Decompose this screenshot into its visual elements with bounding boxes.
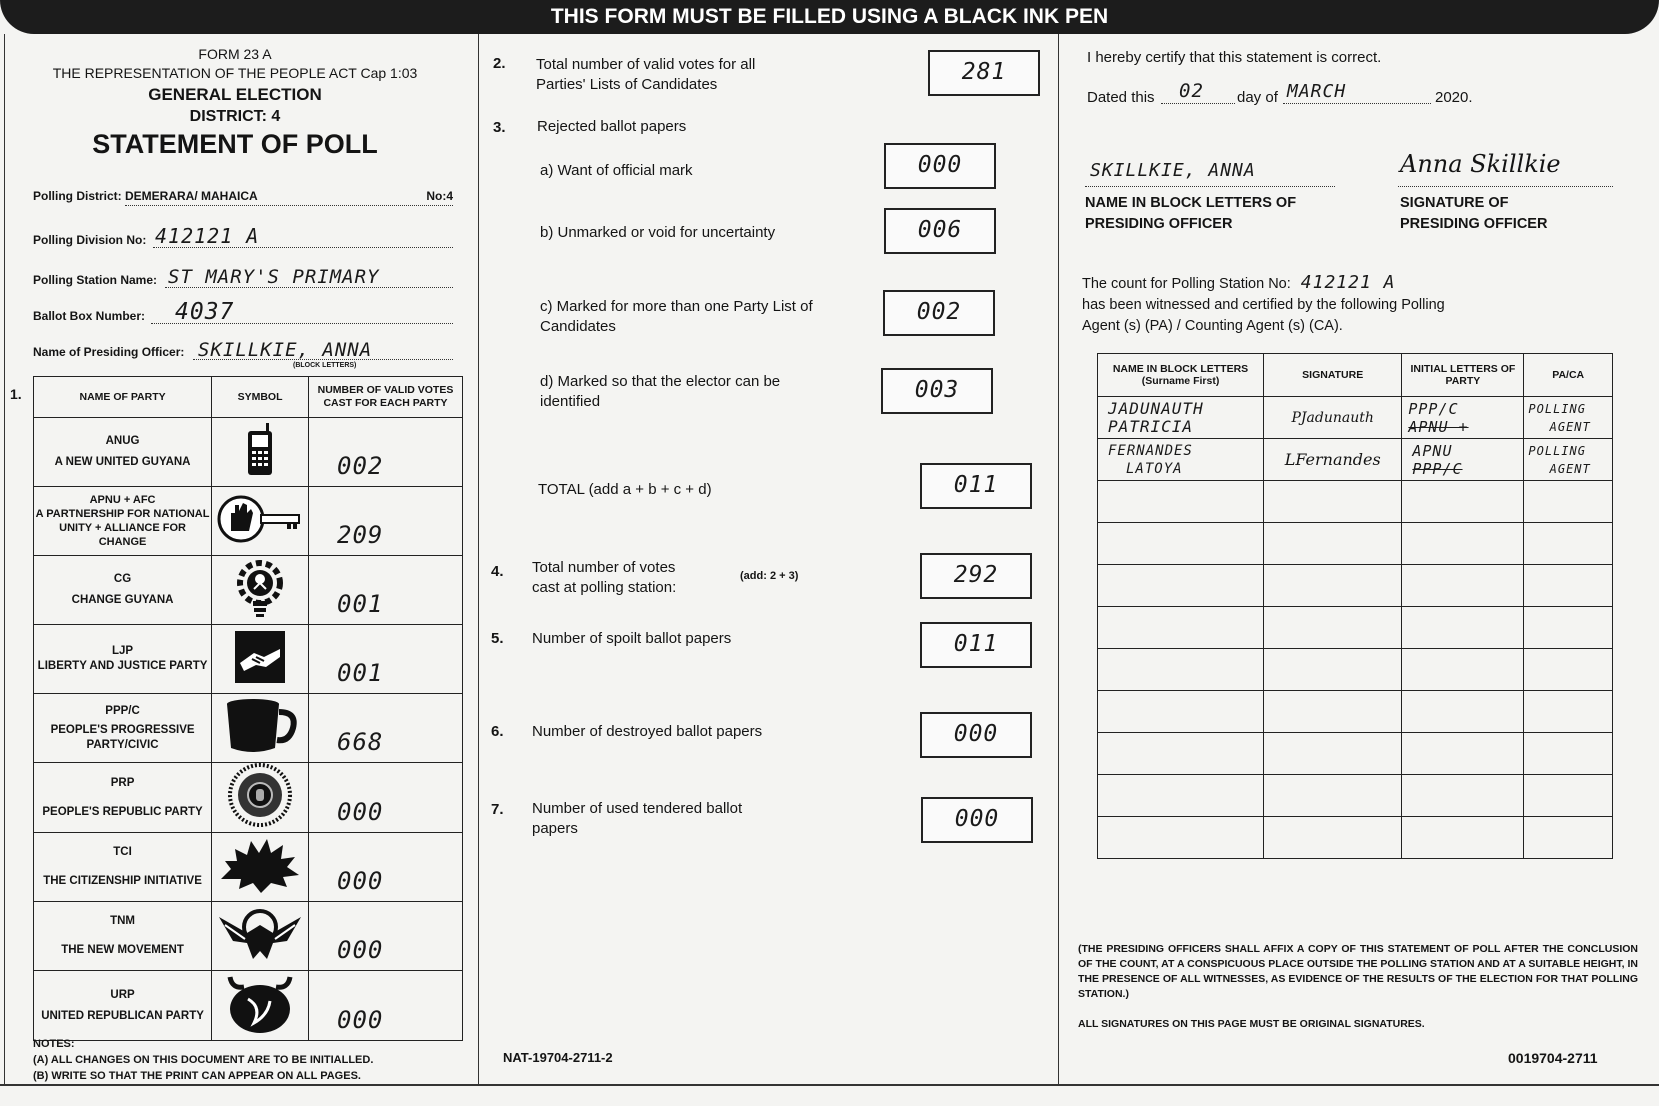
agent-name-cell — [1098, 439, 1264, 481]
item-2-label — [536, 55, 755, 95]
table-row — [1098, 439, 1613, 481]
symbol-cell — [212, 625, 309, 694]
agents-table — [1097, 353, 1613, 859]
reject-b-box — [884, 208, 996, 254]
party-abbr: PRP — [110, 776, 135, 789]
votes-value: 002 — [337, 452, 384, 480]
votes-value: 000 — [337, 867, 384, 895]
agent-firstname: LATOYA — [1126, 460, 1183, 477]
party-cell — [34, 625, 212, 694]
spoilt-value: 011 — [953, 631, 999, 657]
item-2-line1: Total number of valid votes for all — [536, 56, 756, 73]
party-abbr: LJP — [112, 645, 134, 657]
officer-block-name: SKILLKIE, ANNA — [1090, 160, 1256, 181]
destroyed-value: 000 — [953, 721, 999, 747]
item-3-number: 3. — [493, 119, 506, 136]
table-row — [34, 971, 463, 1041]
item-2-line2: Parties' Lists of Candidates — [536, 76, 718, 93]
agent-party-2: APNU + — [1408, 417, 1469, 436]
note-a: (A) ALL CHANGES ON THIS DOCUMENT ARE TO BE INITIALLED. — [33, 1054, 374, 1066]
votes-cell — [309, 971, 463, 1041]
reject-d-label — [540, 372, 780, 412]
reject-b-label: b) Unmarked or void for uncertainty — [540, 224, 776, 241]
dated-month: MARCH — [1287, 81, 1347, 102]
table-row — [1098, 649, 1613, 691]
dated-day: 02 — [1179, 80, 1204, 102]
table-row — [34, 833, 463, 902]
count-station: 412121 A — [1300, 272, 1396, 293]
serial-number: 0019704-2711 — [1508, 1050, 1598, 1066]
bottom-border — [0, 1084, 1659, 1086]
item-5-label: Number of spoilt ballot papers — [532, 630, 732, 647]
agent-surname: JADUNAUTH — [1108, 398, 1204, 418]
division-label: Polling Division No: — [33, 233, 147, 247]
sun-emblem-icon — [228, 763, 292, 827]
bush-icon — [217, 835, 303, 895]
agent-signature: PJadunauth — [1264, 397, 1402, 439]
station-label: Polling Station Name: — [33, 273, 158, 287]
party-abbr: URP — [110, 988, 135, 1001]
valid-votes-box — [928, 50, 1040, 96]
notes — [33, 1036, 373, 1084]
posting-instructions: (THE PRESIDING OFFICERS SHALL AFFIX A COPY OF THIS STATEMENT OF POLL AFTER THE CONCLUSION OF THE COUNT, AT A CONSPICUOUS PLACE OUTSIDE THE POLLING STATION AND AT A SUITABLE HEIGHT, IN THE PRESENCE OF ALL WITNESSES, AS EVIDENCE OF THE RESULTS OF THE ELECTION FOR THAT POLLING STATION.) — [1078, 943, 1638, 1000]
signature-label-line1: SIGNATURE OF — [1400, 195, 1509, 211]
dated-row — [1087, 78, 1487, 108]
reject-c-value: 002 — [916, 299, 962, 325]
party-name: PEOPLE'S REPUBLIC PARTY — [42, 805, 203, 818]
reject-d-line2: identified — [540, 393, 601, 410]
item-2-number: 2. — [493, 55, 506, 72]
table-row — [34, 487, 463, 556]
item-4-number: 4. — [491, 563, 504, 580]
votes-value: 668 — [337, 728, 384, 756]
polling-district-value: DEMERARA/ MAHAICA — [125, 189, 258, 203]
agent-signature: LFernandes — [1264, 439, 1402, 481]
election-title: GENERAL ELECTION — [148, 85, 322, 104]
section-1-number: 1. — [10, 386, 22, 402]
officer-value: SKILLKIE, ANNA — [198, 339, 373, 361]
item-7-line1: Number of used tendered ballot — [532, 800, 743, 817]
division-row — [33, 224, 453, 250]
votes-value: 001 — [337, 659, 384, 687]
divider-left — [478, 34, 479, 1084]
agent-role-cell — [1524, 439, 1613, 481]
header-agent-signature: SIGNATURE — [1264, 354, 1402, 397]
symbol-cell — [212, 902, 309, 971]
symbol-cell — [212, 763, 309, 833]
total-votes-box — [920, 553, 1032, 599]
reject-d-value: 003 — [914, 377, 960, 403]
agent-firstname: PATRICIA — [1108, 416, 1194, 436]
polling-district-row — [33, 189, 453, 203]
reject-c-label — [540, 297, 813, 337]
reject-c-box — [883, 290, 995, 336]
agent-party-cell — [1402, 439, 1524, 481]
party-abbr: ANUG — [105, 435, 140, 447]
party-name: A NEW UNITED GUYANA — [54, 456, 191, 468]
table-row — [1098, 565, 1613, 607]
division-value: 412121 A — [155, 224, 260, 248]
symbol-cell — [212, 971, 309, 1041]
agent-party-2: PPP/C — [1412, 459, 1463, 478]
votes-cell — [309, 763, 463, 833]
form-banner: THIS FORM MUST BE FILLED USING A BLACK INK PEN — [0, 0, 1659, 34]
phone-icon — [240, 421, 280, 479]
party-name: CHANGE GUYANA — [71, 594, 174, 606]
ballot-box-row — [33, 300, 453, 326]
header-party-name: NAME OF PARTY — [34, 377, 212, 418]
table-row — [1098, 733, 1613, 775]
valid-votes-value: 281 — [961, 59, 1007, 85]
votes-cell — [309, 694, 463, 763]
dated-year: 2020. — [1435, 89, 1473, 106]
table-row — [1098, 481, 1613, 523]
station-row — [33, 264, 453, 290]
party-abbr: TNM — [110, 915, 136, 927]
page-title: STATEMENT OF POLL — [92, 129, 378, 159]
item-3-label: Rejected ballot papers — [537, 118, 687, 135]
agent-role-1: POLLING — [1528, 443, 1586, 458]
votes-value: 209 — [337, 521, 384, 549]
handshake-icon — [230, 627, 290, 687]
header-agent-name: NAME IN BLOCK LETTERS (Surname First) — [1098, 354, 1264, 397]
table-row — [34, 418, 463, 487]
table-row — [34, 625, 463, 694]
votes-cell — [309, 418, 463, 487]
party-cell — [34, 694, 212, 763]
reject-c-line2: Candidates — [540, 318, 616, 335]
header-agent-party: INITIAL LETTERS OF PARTY — [1402, 354, 1524, 397]
item-7-number: 7. — [491, 801, 504, 818]
nat-code: NAT-19704-2711-2 — [503, 1050, 613, 1065]
count-prefix: The count for Polling Station No: — [1082, 276, 1291, 292]
station-value: ST MARY'S PRIMARY — [168, 266, 380, 288]
votes-cell — [309, 487, 463, 556]
agent-party-1: PPP/C — [1408, 399, 1459, 418]
item-6-label: Number of destroyed ballot papers — [532, 723, 763, 740]
certify-text: I hereby certify that this statement is correct. — [1087, 49, 1382, 66]
agent-name-cell — [1098, 397, 1264, 439]
table-row — [34, 694, 463, 763]
party-cell — [34, 763, 212, 833]
votes-value: 000 — [337, 1006, 384, 1034]
table-row — [34, 763, 463, 833]
divider-right — [1058, 34, 1059, 1084]
count-line2: has been witnessed and certified by the following Polling — [1082, 297, 1445, 313]
symbol-cell — [212, 487, 309, 556]
agent-role-1: POLLING — [1528, 401, 1586, 416]
votes-cell — [309, 833, 463, 902]
destroyed-box — [920, 712, 1032, 758]
officer-label: Name of Presiding Officer: — [33, 345, 185, 359]
item-7-line2: papers — [532, 820, 578, 837]
spoilt-box — [920, 622, 1032, 668]
officer-row — [33, 336, 453, 362]
bull-icon — [222, 971, 298, 1035]
notes-title: NOTES: — [33, 1038, 75, 1050]
party-cell — [34, 418, 212, 487]
polling-district-label: Polling District: — [33, 189, 122, 203]
item-4-line2: cast at polling station: — [532, 579, 677, 596]
item-6-number: 6. — [491, 723, 504, 740]
reject-a-label: a) Want of official mark — [540, 162, 693, 179]
reject-c-line1: c) Marked for more than one Party List of — [540, 298, 813, 315]
tendered-value: 000 — [954, 806, 1000, 832]
agent-role-2: AGENT — [1549, 461, 1591, 476]
table-row — [1098, 397, 1613, 439]
votes-cell — [309, 625, 463, 694]
signature-label-line2: PRESIDING OFFICER — [1400, 216, 1548, 232]
item-7-label — [532, 799, 742, 839]
agent-surname: FERNANDES — [1108, 442, 1193, 459]
agent-role-2: AGENT — [1549, 419, 1591, 434]
party-name: THE CITIZENSHIP INITIATIVE — [43, 875, 202, 887]
agent-role-cell — [1524, 397, 1613, 439]
votes-cell — [309, 556, 463, 625]
party-abbr: CG — [113, 573, 132, 585]
votes-cell — [309, 902, 463, 971]
table-row — [34, 902, 463, 971]
cup-icon — [221, 696, 299, 756]
party-cell — [34, 556, 212, 625]
reject-d-line1: d) Marked so that the elector can be — [540, 373, 781, 390]
party-cell — [34, 971, 212, 1041]
left-border — [4, 34, 5, 1084]
votes-value: 001 — [337, 590, 384, 618]
reject-a-box — [884, 143, 996, 189]
dated-mid: day of — [1237, 89, 1278, 106]
agent-party-1: APNU — [1412, 441, 1453, 460]
district-title: DISTRICT: 4 — [189, 108, 281, 125]
votes-value: 000 — [337, 798, 384, 826]
symbol-cell — [212, 694, 309, 763]
party-name: PEOPLE'S PROGRESSIVE PARTY/CIVIC — [50, 723, 195, 751]
ballot-box-value: 4037 — [175, 299, 235, 325]
tendered-box — [921, 797, 1033, 843]
table-row — [1098, 523, 1613, 565]
eagle-icon — [217, 903, 303, 965]
header-symbol: SYMBOL — [212, 377, 309, 418]
symbol-cell — [212, 418, 309, 487]
count-line3: Agent (s) (PA) / Counting Agent (s) (CA). — [1082, 318, 1343, 334]
party-cell — [34, 902, 212, 971]
ballot-box-label: Ballot Box Number: — [33, 309, 146, 323]
party-cell — [34, 833, 212, 902]
party-cell — [34, 487, 212, 556]
reject-a-value: 000 — [917, 152, 963, 178]
table-row — [1098, 607, 1613, 649]
item-4-line1: Total number of votes — [532, 559, 676, 576]
symbol-cell — [212, 833, 309, 902]
party-abbr: APNU + AFC — [89, 494, 156, 506]
original-signatures-note: ALL SIGNATURES ON THIS PAGE MUST BE ORIGINAL SIGNATURES. — [1078, 1018, 1425, 1030]
item-4-add: (add: 2 + 3) — [740, 570, 799, 582]
count-statement — [1082, 272, 1622, 337]
item-4-label — [532, 558, 676, 598]
table-row — [34, 556, 463, 625]
party-votes-table — [33, 376, 463, 1041]
gear-bulb-icon — [230, 557, 290, 619]
name-label-line2: PRESIDING OFFICER — [1085, 216, 1233, 232]
header-agent-role: PA/CA — [1524, 354, 1613, 397]
table-row — [1098, 775, 1613, 817]
reject-total-label: TOTAL (add a + b + c + d) — [538, 481, 712, 498]
party-name: THE NEW MOVEMENT — [61, 944, 184, 956]
symbol-cell — [212, 556, 309, 625]
reject-total-box — [920, 463, 1032, 509]
district-no: No:4 — [426, 189, 453, 203]
reject-b-value: 006 — [917, 217, 963, 243]
party-name: UNITED REPUBLICAN PARTY — [41, 1009, 204, 1022]
item-5-number: 5. — [491, 630, 504, 647]
name-label — [1085, 193, 1296, 235]
party-abbr: PPP/C — [105, 704, 140, 717]
party-name: A PARTNERSHIP FOR NATIONAL UNITY + ALLIANCE FOR CHANGE — [35, 508, 210, 548]
reject-total-value: 011 — [953, 472, 999, 498]
name-label-line1: NAME IN BLOCK LETTERS OF — [1085, 195, 1297, 211]
hand-key-icon — [217, 491, 303, 547]
dated-prefix: Dated this — [1087, 89, 1155, 106]
signature-label — [1400, 193, 1547, 235]
table-row — [1098, 691, 1613, 733]
block-letters-note: (BLOCK LETTERS) — [293, 362, 357, 369]
agent-party-cell — [1402, 397, 1524, 439]
votes-value: 000 — [337, 936, 384, 964]
officer-signature: Anna Skillkie — [1400, 150, 1561, 178]
form-number: FORM 23 A — [198, 46, 272, 62]
act-title: THE REPRESENTATION OF THE PEOPLE ACT Cap 1:03 — [52, 65, 418, 81]
form-header — [30, 46, 440, 160]
note-b: (B) WRITE SO THAT THE PRINT CAN APPEAR ON ALL PAGES. — [33, 1070, 361, 1082]
reject-d-box — [881, 368, 993, 414]
table-row — [1098, 817, 1613, 859]
header-valid-votes: NUMBER OF VALID VOTES CAST FOR EACH PARTY — [309, 377, 463, 418]
total-votes-value: 292 — [953, 562, 999, 588]
party-name: LIBERTY AND JUSTICE PARTY — [37, 660, 208, 672]
party-abbr: TCI — [113, 846, 132, 858]
